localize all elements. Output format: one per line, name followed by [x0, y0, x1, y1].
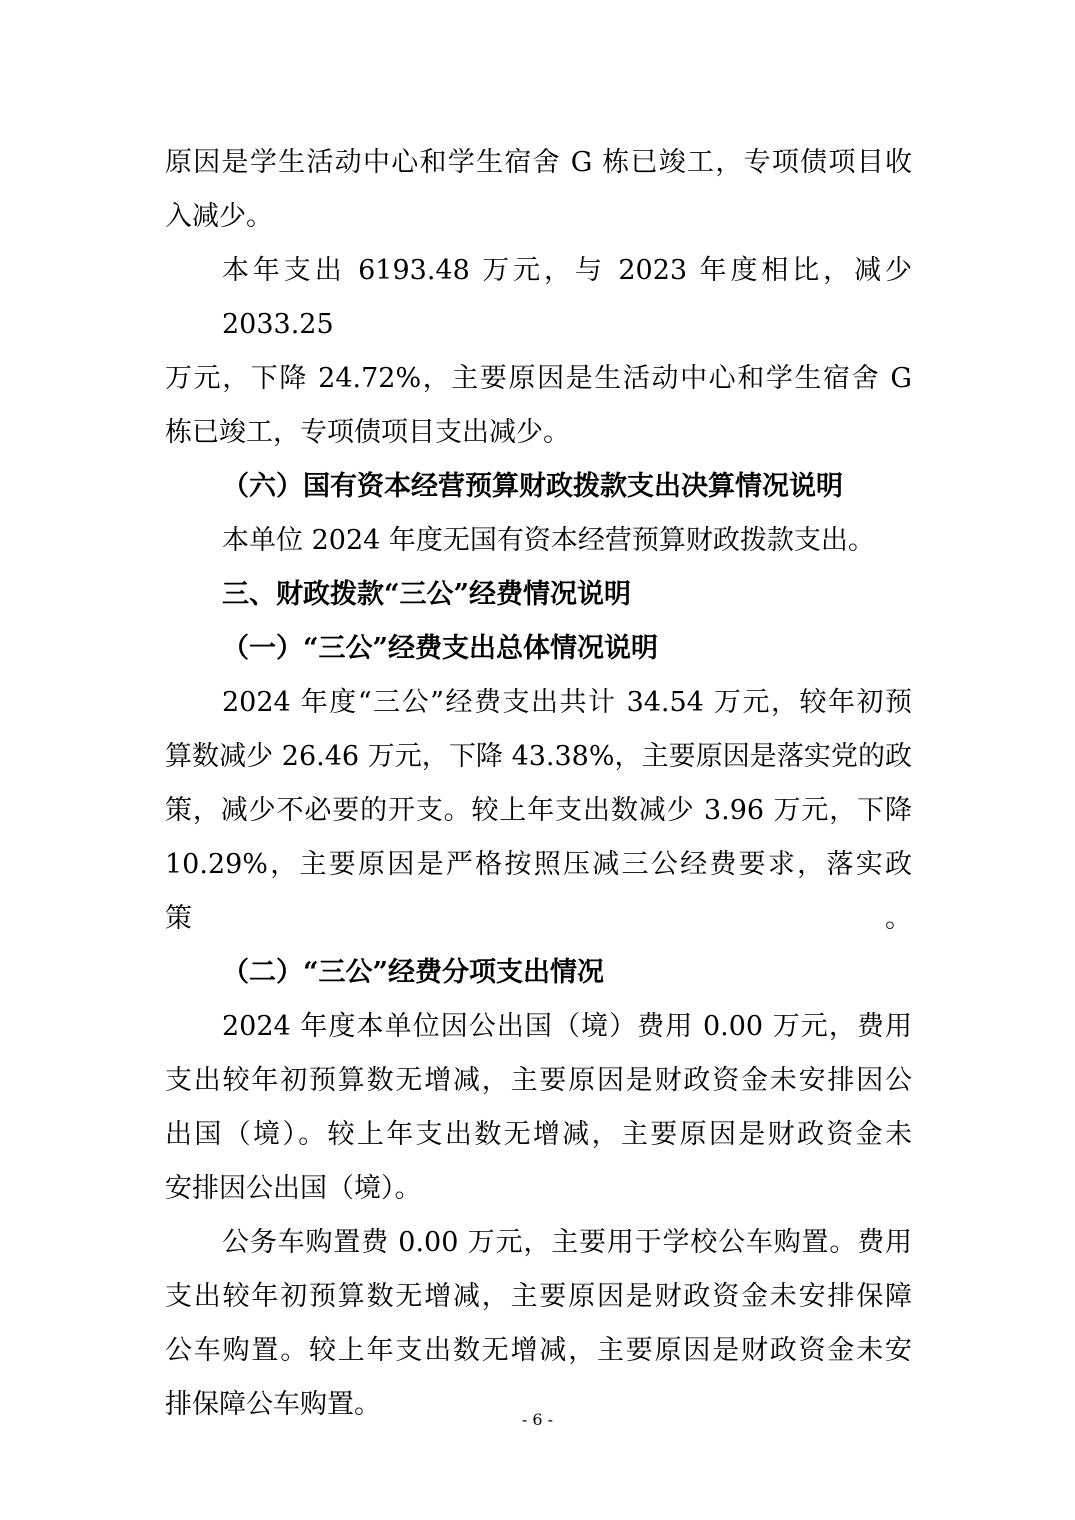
- page-number: - 6 -: [521, 1410, 554, 1429]
- paragraph-line: 公车购置。较上年支出数无增减，主要原因是财政资金未安: [165, 1335, 912, 1366]
- subsection-heading: （二）“三公”经费分项支出情况: [222, 957, 605, 988]
- paragraph-line: 支出较年初预算数无增减，主要原因是财政资金未安排因公: [165, 1065, 912, 1096]
- paragraph-line: 出国（境）。较上年支出数无增减，主要原因是财政资金未: [165, 1119, 912, 1150]
- paragraph-line: 栋已竣工，专项债项目支出减少。: [165, 417, 570, 448]
- paragraph-line: 本年支出 6193.48 万元，与 2023 年度相比，减少 2033.25: [222, 255, 912, 340]
- paragraph: [165, 676, 912, 946]
- paragraph-line: 支出较年初预算数无增减，主要原因是财政资金未安排保障: [165, 1281, 912, 1312]
- section-heading: （六）国有资本经营预算财政拨款支出决算情况说明: [222, 471, 843, 502]
- paragraph-line: 原因是学生活动中心和学生宿舍 G 栋已竣工，专项债项目收: [165, 147, 912, 178]
- paragraph: [165, 244, 912, 460]
- paragraph-line: 本单位 2024 年度无国有资本经营预算财政拨款支出。: [222, 525, 875, 556]
- paragraph-line: 安排因公出国（境）。: [165, 1173, 422, 1204]
- paragraph-line: 公务车购置费 0.00 万元，主要用于学校公车购置。费用: [222, 1227, 912, 1258]
- subsection-heading: （一）“三公”经费支出总体情况说明: [222, 633, 659, 664]
- paragraph-line: 算数减少 26.46 万元，下降 43.38%，主要原因是落实党的政: [165, 741, 912, 772]
- paragraph: [165, 1216, 912, 1432]
- paragraph-line: 排保障公车购置。: [165, 1389, 381, 1420]
- paragraph-line: 入减少。: [165, 201, 273, 232]
- paragraph-line: 2024 年度“三公”经费支出共计 34.54 万元，较年初预: [222, 687, 912, 718]
- paragraph-line: 策，减少不必要的开支。较上年支出数减少 3.96 万元，下降: [165, 795, 912, 826]
- document-body: [165, 136, 912, 1432]
- paragraph: [165, 1000, 912, 1216]
- paragraph-line: 万元，下降 24.72%，主要原因是生活动中心和学生宿舍 G: [165, 363, 912, 394]
- paragraph: [165, 136, 912, 244]
- paragraph-line: 10.29%，主要原因是严格按照压减三公经费要求，落实政策。: [165, 849, 912, 934]
- section-heading: 三、财政拨款“三公”经费情况说明: [222, 579, 632, 610]
- paragraph: [165, 514, 912, 568]
- paragraph-line: 2024 年度本单位因公出国（境）费用 0.00 万元，费用: [222, 1011, 912, 1042]
